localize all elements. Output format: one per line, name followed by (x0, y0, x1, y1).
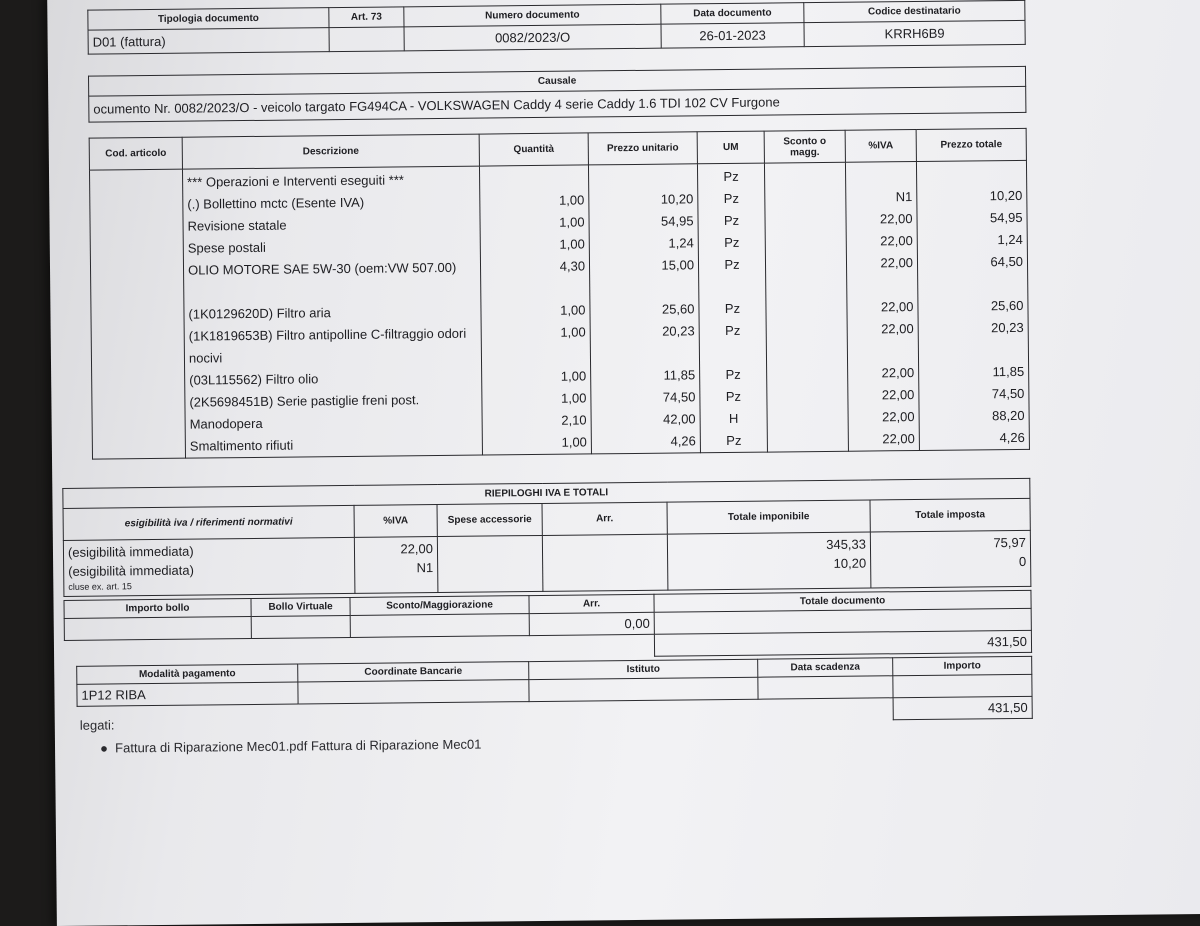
line-price (593, 166, 693, 189)
causale-table (88, 66, 1026, 123)
totale-imponibile-cell (667, 532, 871, 590)
cod-articolo-cell (89, 169, 185, 459)
line-items-table (89, 128, 1030, 460)
riepilogo-table (62, 478, 1031, 597)
line-total: 64,50 (990, 253, 1024, 270)
line-total: 1,24 (997, 231, 1023, 248)
descrizione-cell (182, 166, 482, 458)
line-price: 42,00 (663, 411, 696, 427)
line-qty: 1,00 (560, 324, 586, 340)
line-um: Pz (723, 168, 739, 185)
line-desc: (2K5698451B) Serie pastiglie freni post. (189, 392, 420, 410)
line-iva: 22,00 (882, 431, 915, 447)
causale-text: ocumento Nr. 0082/2023/O - veicolo targato FG494CA - VOLKSWAGEN Caddy 4 serie Caddy 1.6 TDI 102 CV Furgone (89, 86, 1026, 122)
line-desc: Smaltimento rifiuti (189, 437, 294, 454)
totale-imposta: 75,97 (993, 534, 1027, 551)
col-sconto: Sconto o magg. (764, 130, 845, 163)
line-total: 25,60 (990, 297, 1024, 314)
col-riepilogo-arr: Arr. (542, 502, 667, 535)
line-iva: 22,00 (879, 211, 913, 227)
line-total: 88,20 (991, 407, 1025, 424)
totale-imponibile: 345,33 (826, 536, 867, 552)
line-qty: 1,00 (561, 434, 587, 450)
totali-table (63, 590, 1032, 663)
importo-value: 431,50 (893, 696, 1032, 719)
riepilogo-iva: N1 (416, 560, 434, 576)
line-qty: 1,00 (560, 368, 587, 384)
line-um: Pz (723, 212, 740, 229)
riepilogo-title: RIEPILOGHI IVA E TOTALI (63, 478, 1030, 508)
art73-value (329, 27, 404, 52)
line-um: Pz (725, 388, 742, 405)
totale-imposta-cell (870, 530, 1031, 588)
art73-header: Art. 73 (329, 7, 404, 28)
line-iva: 22,00 (880, 299, 914, 315)
line-iva: 22,00 (881, 409, 915, 425)
col-sconto-maggiorazione: Sconto/Maggiorazione (350, 596, 529, 616)
totale-imposta: 0 (1018, 553, 1027, 569)
esigibilita-row: (esigibilità immediata) (67, 543, 194, 560)
col-totale-imponibile: Totale imponibile (667, 500, 870, 534)
line-um: Pz (725, 322, 741, 339)
line-qty: 1,00 (558, 192, 585, 208)
um-cell (697, 163, 767, 453)
line-qty: 1,00 (559, 214, 585, 230)
col-modalita-pagamento: Modalità pagamento (77, 664, 298, 684)
col-prezzo-unitario: Prezzo unitario (588, 132, 697, 165)
line-price: 74,50 (662, 389, 696, 405)
line-price: 15,00 (661, 257, 695, 273)
line-desc: OLIO MOTORE SAE 5W-30 (oem:VW 507.00) (187, 259, 457, 278)
line-desc: (1K0129620D) Filtro aria (188, 305, 331, 322)
allegati-label: legati: (79, 717, 115, 733)
line-price: 11,85 (663, 367, 696, 383)
line-total (921, 163, 1022, 186)
col-esigibilita: esigibilità iva / riferimenti normativi (63, 505, 354, 540)
line-total: 74,50 (991, 385, 1025, 402)
col-prezzo-totale: Prezzo totale (916, 128, 1026, 161)
importo-bollo-value (64, 616, 251, 640)
totale-imponibile: 10,20 (833, 555, 867, 571)
line-total: 10,20 (989, 187, 1023, 204)
line-desc: *** Operazioni e Interventi eseguiti *** (187, 172, 404, 190)
col-spese-accessorie: Spese accessorie (437, 503, 542, 536)
document-header-table (87, 0, 1025, 55)
col-quantita: Quantità (479, 133, 588, 166)
sconto-maggiorazione-value (350, 614, 529, 638)
line-um: H (728, 410, 739, 426)
importo-spacer (893, 674, 1032, 697)
line-price: 1,24 (668, 235, 694, 251)
bollo-virtuale-value (251, 615, 350, 638)
col-totali-arr: Arr. (529, 594, 654, 613)
col-totale-documento: Totale documento (654, 590, 1031, 612)
line-price: 54,95 (660, 213, 694, 229)
riferimento-normativo: cluse ex. art. 15 (68, 581, 132, 592)
codice-header: Codice destinatario (804, 0, 1025, 22)
modalita-pagamento-value: 1P12 RIBA (77, 682, 298, 706)
line-desc: Spese postali (187, 239, 266, 256)
col-iva: %IVA (845, 130, 916, 163)
line-desc: (1K1819653B) Filtro antipolline C-filtraggio odori nocivi (188, 325, 467, 366)
line-um: Pz (725, 366, 741, 383)
bullet-icon: ● (99, 740, 108, 756)
col-importo: Importo (893, 656, 1032, 675)
col-data-scadenza: Data scadenza (758, 658, 893, 677)
riepilogo-arr-cell (542, 534, 668, 591)
col-istituto: Istituto (529, 659, 758, 679)
col-bollo-virtuale: Bollo Virtuale (251, 597, 350, 616)
data-value: 26-01-2023 (661, 23, 804, 48)
spese-accessorie-cell (437, 535, 543, 592)
line-total: 4,26 (999, 429, 1025, 446)
totali-arr-value: 0,00 (529, 612, 654, 635)
line-iva: 22,00 (880, 255, 914, 271)
prezzo-totale-cell (916, 160, 1029, 450)
line-qty: 2,10 (561, 412, 587, 428)
prezzo-unitario-cell (588, 164, 700, 454)
tipologia-header: Tipologia documento (88, 8, 329, 31)
line-desc: Manodopera (189, 415, 263, 432)
istituto-value (529, 677, 758, 701)
line-desc: (03L115562) Filtro olio (189, 371, 319, 388)
allegati-section (80, 714, 482, 756)
totale-documento-value: 431,50 (654, 630, 1031, 656)
col-coordinate-bancarie: Coordinate Bancarie (298, 662, 529, 682)
allegato-filename: Fattura di Riparazione Mec01.pdf Fattura di Riparazione Mec01 (115, 736, 482, 756)
line-desc: Revisione statale (187, 217, 287, 234)
numero-value: 0082/2023/O (404, 24, 661, 51)
line-um: Pz (724, 234, 740, 251)
allegato-item[interactable] (100, 737, 482, 756)
line-um: Pz (726, 432, 742, 449)
codice-value: KRRH6B9 (804, 20, 1025, 46)
line-iva: N1 (895, 189, 913, 205)
col-riepilogo-iva: %IVA (354, 505, 437, 538)
causale-header: Causale (89, 66, 1026, 96)
line-um: Pz (724, 300, 741, 317)
coordinate-bancarie-value (298, 680, 529, 704)
iva-cell (845, 162, 919, 452)
line-qty: 1,00 (560, 302, 586, 318)
line-iva: 22,00 (881, 321, 914, 337)
invoice-page (47, 0, 1200, 926)
riepilogo-iva: 22,00 (400, 541, 434, 557)
quantita-cell (479, 165, 591, 455)
line-price: 4,26 (670, 433, 696, 449)
line-um: Pz (724, 256, 740, 273)
line-price: 25,60 (661, 301, 695, 317)
line-total: 11,85 (992, 363, 1025, 380)
esigibilita-cell (63, 537, 355, 596)
line-total: 54,95 (989, 209, 1023, 226)
line-qty: 1,00 (559, 236, 585, 252)
col-cod-articolo: Cod. articolo (89, 137, 182, 170)
col-um: UM (697, 131, 764, 164)
line-desc: (.) Bollettino mctc (Esente IVA) (187, 194, 365, 212)
line-iva: 22,00 (881, 387, 915, 403)
data-scadenza-value (758, 676, 893, 699)
line-iva (850, 164, 912, 187)
line-price: 20,23 (662, 323, 695, 339)
sconto-cell (764, 162, 848, 452)
esigibilita-row: (esigibilità immediata) (68, 562, 194, 579)
data-header: Data documento (661, 3, 804, 24)
line-iva: 22,00 (881, 365, 915, 381)
line-qty (484, 167, 584, 190)
tipologia-value: D01 (fattura) (88, 28, 329, 55)
col-descrizione: Descrizione (182, 134, 479, 169)
col-importo-bollo: Importo bollo (64, 598, 251, 618)
line-total: 20,23 (991, 319, 1024, 336)
line-qty: 1,00 (561, 390, 587, 406)
numero-header: Numero documento (404, 4, 661, 27)
line-qty: 4,30 (559, 258, 586, 274)
line-um: Pz (723, 190, 739, 207)
col-totale-imposta: Totale imposta (870, 498, 1030, 532)
riepilogo-iva-cell (354, 537, 438, 594)
line-iva: 22,00 (880, 233, 913, 249)
line-price: 10,20 (660, 191, 694, 207)
